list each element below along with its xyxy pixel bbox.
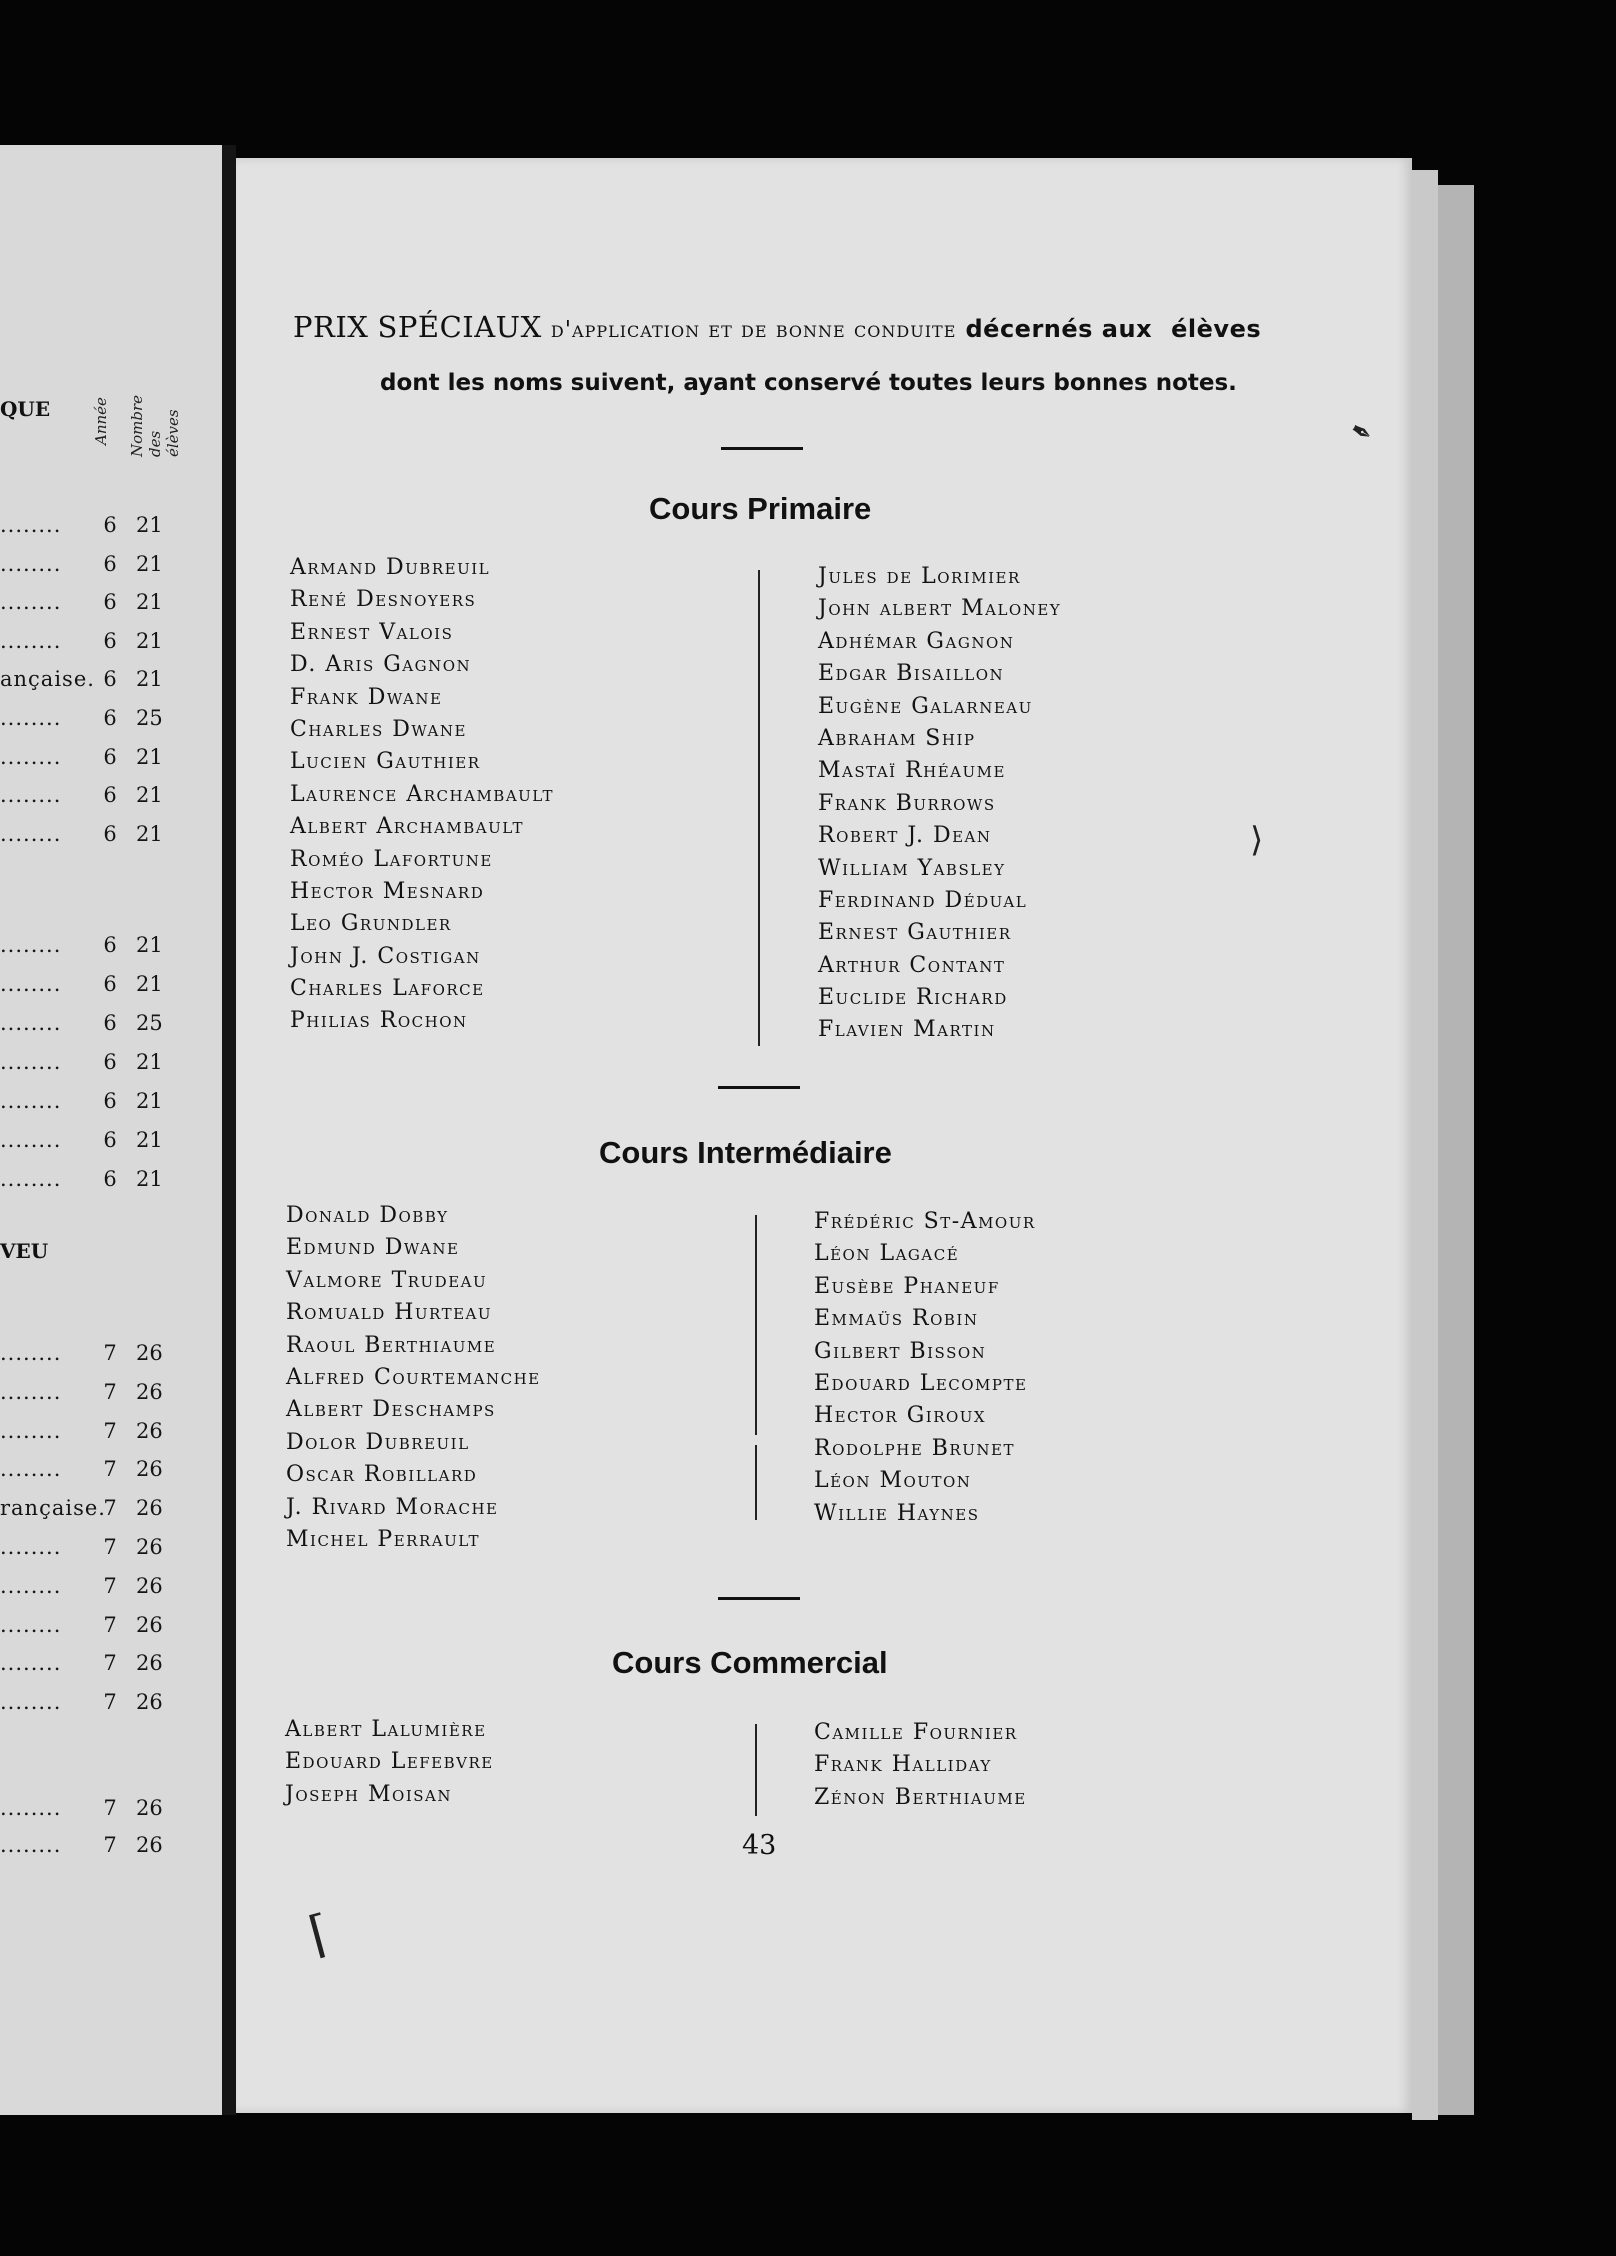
left-row-nombre: 21: [136, 1089, 163, 1113]
left-row-tail: ........: [0, 972, 62, 996]
student-name: Frank Burrows: [818, 790, 996, 816]
left-row-nombre: 21: [136, 590, 163, 615]
left-row-tail: rançaise.: [0, 1496, 106, 1521]
student-name: J. Rivard Morache: [286, 1494, 499, 1520]
left-row-nombre: 26: [136, 1418, 163, 1443]
student-name: Léon Mouton: [814, 1468, 972, 1494]
left-row: [0, 1650, 200, 1676]
left-row-annee: 7: [103, 1341, 117, 1365]
left-heading-bottom: VEU: [0, 1239, 49, 1263]
student-name: Adhémar Gagnon: [818, 628, 1015, 654]
student-name: Rodolphe Brunet: [814, 1435, 1015, 1461]
left-row-tail: ........: [0, 744, 62, 769]
header-title: [293, 310, 1262, 344]
left-row: [0, 1049, 200, 1075]
left-row-tail: ........: [0, 551, 62, 576]
commercial-right-column: [814, 1717, 1027, 1814]
left-row-nombre: 26: [136, 1690, 163, 1715]
left-row-nombre: 21: [136, 628, 163, 653]
left-row-tail: ........: [0, 821, 62, 846]
student-name: Zénon Berthiaume: [814, 1784, 1027, 1810]
student-name: Jules de Lorimier: [818, 564, 1021, 589]
ink-mark-1: ✒: [1343, 414, 1378, 452]
student-name: Frank Halliday: [814, 1752, 992, 1778]
left-row: [0, 705, 200, 731]
left-row-annee: 7: [103, 1457, 117, 1482]
left-row-tail: ........: [0, 1167, 62, 1191]
left-row: [0, 1689, 200, 1715]
left-row-annee: 6: [103, 1167, 117, 1191]
left-row-nombre: 21: [136, 972, 163, 996]
left-row-nombre: 26: [136, 1833, 163, 1857]
left-row-annee: 6: [103, 933, 117, 957]
student-name: Eusèbe Phaneuf: [814, 1273, 1000, 1299]
student-name: Donald Dobby: [286, 1203, 449, 1228]
left-row-tail: ........: [0, 1418, 62, 1443]
left-row-annee: 6: [103, 783, 117, 808]
left-row-nombre: 21: [136, 513, 163, 537]
left-row-tail: ........: [0, 1379, 62, 1404]
left-row-annee: 7: [103, 1796, 117, 1820]
student-name: Abraham Ship: [818, 725, 976, 751]
ink-mark-2: ⟩: [1250, 820, 1264, 860]
header-eleves: élèves: [1171, 315, 1262, 343]
commercial-left-column: [285, 1714, 494, 1811]
page-number: 43: [742, 1830, 777, 1861]
left-row: [0, 1795, 200, 1821]
student-name: Willie Haynes: [814, 1500, 980, 1526]
left-row: [0, 1456, 200, 1482]
section-title-primaire: Cours Primaire: [649, 491, 872, 526]
left-row-nombre: 21: [136, 821, 163, 846]
left-row: [0, 1127, 200, 1153]
student-name: Gilbert Bisson: [814, 1338, 987, 1364]
student-name: Edouard Lecompte: [814, 1370, 1028, 1396]
left-row-nombre: 21: [136, 1050, 163, 1074]
header-application: d'application et de bonne conduite: [550, 317, 957, 343]
student-name: Armand Dubreuil: [290, 555, 491, 580]
intermediaire-left-column: [286, 1200, 541, 1556]
left-row-tail: ........: [0, 1796, 62, 1820]
left-row-nombre: 21: [136, 551, 163, 576]
left-row-tail: ........: [0, 1690, 62, 1715]
student-name: Euclide Richard: [818, 985, 1008, 1011]
left-row-nombre: 26: [136, 1457, 163, 1482]
page-edge: [1412, 170, 1438, 2120]
left-row: [0, 589, 200, 615]
left-row-nombre: 26: [136, 1573, 163, 1598]
left-row-tail: ........: [0, 513, 62, 537]
left-row-nombre: 26: [136, 1341, 163, 1365]
left-row-tail: ........: [0, 1651, 62, 1676]
column-head-nombre: Nombre des élèves: [128, 394, 182, 457]
left-row-tail: ........: [0, 706, 62, 730]
left-row-tail: ........: [0, 1341, 62, 1365]
left-row-annee: 7: [103, 1651, 117, 1676]
student-name: Eugène Galarneau: [818, 693, 1033, 719]
page-edge-outer: [1438, 185, 1474, 2115]
student-name: Charles Dwane: [290, 716, 467, 742]
left-row: [0, 1010, 200, 1036]
left-row: [0, 782, 200, 808]
student-name: Camille Fournier: [814, 1720, 1018, 1745]
left-row-nombre: 26: [136, 1379, 163, 1404]
column-head-annee: Année: [92, 397, 110, 445]
student-name: Hector Mesnard: [290, 878, 485, 904]
left-row-annee: 6: [103, 1011, 117, 1035]
left-row-annee: 6: [103, 706, 117, 730]
left-row-tail: ........: [0, 590, 62, 615]
left-row-nombre: 21: [136, 1128, 163, 1152]
left-row-nombre: 26: [136, 1651, 163, 1676]
left-row: [0, 1418, 200, 1444]
student-name: Edouard Lefebvre: [285, 1749, 494, 1775]
student-name: Michel Perrault: [286, 1526, 480, 1552]
left-row: [0, 821, 200, 847]
left-row-annee: 7: [103, 1573, 117, 1598]
student-name: Mastaï Rhéaume: [818, 758, 1006, 784]
left-row-nombre: 26: [136, 1535, 163, 1559]
student-name: Emmaüs Robin: [814, 1306, 979, 1332]
left-row-tail: ........: [0, 1833, 62, 1857]
page-gutter: [222, 145, 236, 2115]
left-row-tail: ........: [0, 1612, 62, 1637]
student-name: Romuald Hurteau: [286, 1300, 492, 1326]
left-row: [0, 932, 200, 958]
student-name: Arthur Contant: [818, 952, 1006, 978]
student-name: D. Aris Gagnon: [290, 652, 472, 678]
left-row-annee: 6: [103, 821, 117, 846]
student-name: Flavien Martin: [818, 1017, 996, 1043]
left-row-annee: 6: [103, 1128, 117, 1152]
student-name: Albert Archambault: [290, 814, 525, 840]
student-name: Charles Laforce: [290, 976, 485, 1002]
left-row-annee: 7: [103, 1379, 117, 1404]
primaire-divider: [758, 570, 760, 1046]
left-row-annee: 6: [103, 1050, 117, 1074]
student-name: Oscar Robillard: [286, 1462, 478, 1488]
left-row: [0, 971, 200, 997]
student-name: Lucien Gauthier: [290, 749, 481, 775]
header-rule: [721, 447, 803, 450]
left-row: [0, 1534, 200, 1560]
section-rule-1: [718, 1086, 800, 1089]
student-name: Ernest Valois: [290, 619, 454, 645]
left-row: [0, 1495, 200, 1521]
left-row-annee: 7: [103, 1535, 117, 1559]
left-row: [0, 628, 200, 654]
left-row-annee: 6: [103, 628, 117, 653]
left-row-annee: 6: [103, 551, 117, 576]
left-heading-top: QUE: [0, 397, 51, 421]
left-row-annee: 6: [103, 667, 117, 692]
primaire-left-column: [290, 552, 554, 1038]
left-row-tail: ........: [0, 1050, 62, 1074]
left-row-tail: ........: [0, 1128, 62, 1152]
student-name: Philias Rochon: [290, 1008, 468, 1034]
left-row-annee: 7: [103, 1418, 117, 1443]
intermediaire-divider-bottom: [755, 1445, 757, 1520]
left-row-nombre: 21: [136, 783, 163, 808]
student-name: Robert J. Dean: [818, 823, 992, 849]
left-row: [0, 666, 200, 692]
left-row-annee: 6: [103, 744, 117, 769]
student-name: Ernest Gauthier: [818, 920, 1012, 946]
left-row: [0, 1088, 200, 1114]
left-row-nombre: 25: [136, 1011, 163, 1035]
student-name: Edmund Dwane: [286, 1235, 460, 1261]
left-row-nombre: 26: [136, 1496, 163, 1521]
student-name: Joseph Moisan: [285, 1781, 452, 1807]
section-rule-2: [718, 1597, 800, 1600]
left-row-annee: 7: [103, 1833, 117, 1857]
left-row-annee: 6: [103, 972, 117, 996]
student-name: Valmore Trudeau: [286, 1267, 488, 1293]
left-row: [0, 1379, 200, 1405]
section-title-commercial: Cours Commercial: [612, 1645, 888, 1680]
left-row: [0, 1832, 200, 1858]
left-row: [0, 1340, 200, 1366]
student-name: Ferdinand Dédual: [818, 887, 1028, 913]
student-name: Edgar Bisaillon: [818, 661, 1005, 687]
intermediaire-divider-top: [755, 1215, 757, 1435]
section-title-intermediaire: Cours Intermédiaire: [599, 1135, 892, 1170]
student-name: Hector Giroux: [814, 1403, 987, 1429]
left-row-annee: 7: [103, 1690, 117, 1715]
left-row-annee: 7: [103, 1496, 117, 1521]
left-row-tail: ........: [0, 783, 62, 808]
left-row-annee: 6: [103, 590, 117, 615]
left-row-nombre: 21: [136, 667, 163, 692]
student-name: Frédéric St-Amour: [814, 1209, 1036, 1234]
student-name: Frank Dwane: [290, 684, 443, 710]
student-name: John J. Costigan: [290, 943, 481, 969]
left-row-tail: ........: [0, 933, 62, 957]
left-row-tail: ........: [0, 1089, 62, 1113]
student-name: Raoul Berthiaume: [286, 1332, 497, 1358]
left-row: [0, 1166, 200, 1192]
left-row: [0, 512, 200, 538]
left-row-tail: ........: [0, 1457, 62, 1482]
left-row: [0, 1612, 200, 1638]
student-name: Albert Lalumière: [285, 1717, 487, 1742]
primaire-right-column: [818, 561, 1061, 1047]
commercial-divider: [755, 1724, 757, 1816]
left-row-tail: ........: [0, 1535, 62, 1559]
student-name: Dolor Dubreuil: [286, 1429, 470, 1455]
left-row: [0, 1573, 200, 1599]
header-speciaux: SPÉCIAUX: [377, 310, 542, 344]
intermediaire-right-column: [814, 1206, 1036, 1530]
left-row-tail: ........: [0, 1011, 62, 1035]
header-decernes: décernés aux: [965, 315, 1153, 343]
student-name: René Desnoyers: [290, 587, 477, 613]
student-name: Albert Deschamps: [286, 1397, 496, 1423]
header-subtitle: dont les noms suivent, ayant conservé toutes leurs bonnes notes.: [380, 370, 1237, 396]
pencil-mark: ⌈: [302, 1903, 337, 1965]
left-row-nombre: 21: [136, 744, 163, 769]
left-row-tail: ançaise.: [0, 667, 95, 692]
student-name: Laurence Archambault: [290, 781, 555, 807]
left-facing-page: [0, 145, 225, 2115]
student-name: Roméo Lafortune: [290, 846, 493, 872]
student-name: John albert Maloney: [818, 596, 1062, 622]
left-row-tail: ........: [0, 628, 62, 653]
left-row-annee: 6: [103, 513, 117, 537]
left-row: [0, 551, 200, 577]
left-row-nombre: 25: [136, 706, 163, 730]
left-row-nombre: 21: [136, 933, 163, 957]
left-row: [0, 744, 200, 770]
left-row-tail: ........: [0, 1573, 62, 1598]
student-name: Alfred Courtemanche: [286, 1364, 541, 1390]
student-name: William Yabsley: [818, 855, 1006, 881]
left-row-annee: 6: [103, 1089, 117, 1113]
left-row-nombre: 21: [136, 1167, 163, 1191]
left-row-nombre: 26: [136, 1796, 163, 1820]
header-prix: PRIX: [293, 310, 369, 344]
student-name: Leo Grundler: [290, 911, 452, 937]
left-row-nombre: 26: [136, 1612, 163, 1637]
left-row-annee: 7: [103, 1612, 117, 1637]
student-name: Léon Lagacé: [814, 1241, 960, 1267]
